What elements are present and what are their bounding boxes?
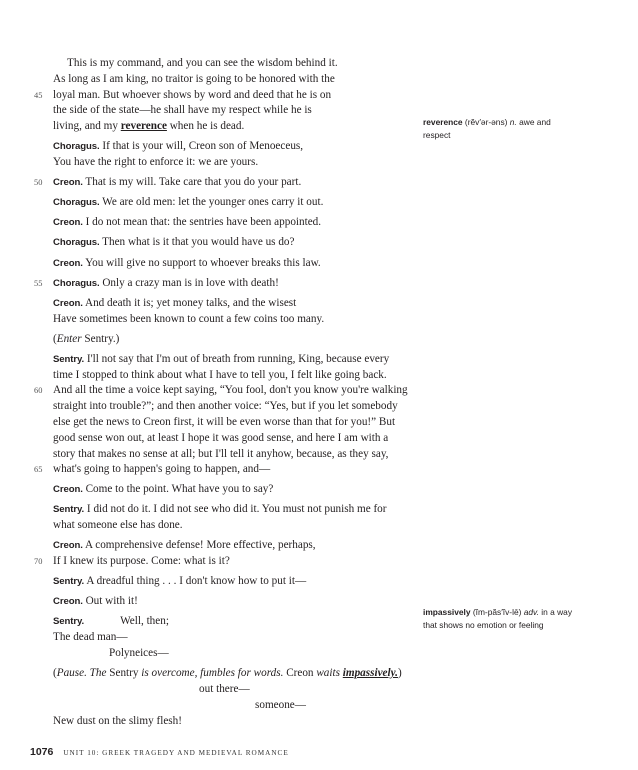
speaker-label: Creon.	[53, 596, 83, 608]
vocab-word-reverence: reverence	[120, 120, 167, 133]
text-line: Creon. A comprehensive defense! More effective, perhaps,	[53, 539, 316, 552]
stage-direction: (Pause. The Sentry is overcome, fumbles for words. Creon waits impassively.)	[53, 667, 402, 680]
text-line: 65 what's going to happen's going to happen, and—	[53, 462, 425, 478]
page-number: 1076	[30, 746, 54, 758]
line-number: 45	[34, 90, 43, 100]
speaker-label: Creon.	[53, 540, 83, 552]
line-number: 65	[34, 465, 43, 475]
play-text	[34, 56, 425, 729]
line-number: 55	[34, 278, 43, 288]
speaker-label: Creon.	[53, 297, 83, 309]
text-line: Choragus. Then what is it that you would have us do?	[53, 236, 295, 249]
glossary-impassively: impassively (ĭm-păs′ĭv-lē) adv. in a way that shows no emotion or feeling	[423, 607, 573, 630]
text-line: story that makes no sense at all; but I'll tell it anyhow, because, as they say,	[53, 447, 389, 460]
speaker-label: Sentry.	[53, 576, 85, 588]
text-line: time I stopped to think about what I have to tell you, I felt like going back.	[53, 368, 387, 381]
text-line: Creon. I do not mean that: the sentries have been appointed.	[53, 216, 322, 229]
text-line: Sentry. I'll not say that I'm out of breath from running, King, because every	[53, 352, 390, 365]
text-line: This is my command, and you can see the wisdom behind it.	[67, 57, 338, 69]
text-line: Have sometimes been known to count a few coins too many.	[53, 312, 325, 325]
text-line: out there—	[199, 682, 250, 695]
text-line: good sense won out, at least I hope it was good sense, and here I am with a	[53, 431, 389, 444]
line-number: 60	[34, 386, 43, 396]
text-line: else get the news to Creon first, it will be even worse than that for you!” But	[53, 415, 396, 428]
glossary-reverence: reverence (rĕv′ər-əns) n. awe and respect	[423, 117, 551, 140]
text-line: 45 loyal man. But whoever shows by word and deed that he is on	[53, 88, 425, 104]
text-line: straight into trouble?”; and then another voice: “Yes, but if you let somebody	[53, 400, 398, 413]
line-number: 70	[34, 557, 43, 567]
text-line: Creon. Come to the point. What have you to say?	[53, 483, 274, 496]
stage-direction: (Enter Sentry.)	[53, 332, 120, 345]
text-line: 60 And all the time a voice kept saying, “You fool, don't you know you're walking	[53, 383, 425, 399]
text-line: someone—	[255, 698, 306, 711]
speaker-label: Choragus.	[53, 197, 100, 209]
speaker-label: Choragus.	[53, 141, 100, 153]
text-line: what someone else has done.	[53, 519, 183, 532]
text-line: Sentry. I did not do it. I did not see who did it. You must not punish me for	[53, 503, 387, 516]
page-footer	[30, 742, 289, 760]
speaker-label: Sentry.	[53, 616, 85, 628]
text-line: New dust on the slimy flesh!	[53, 714, 182, 727]
text-line: As long as I am king, no traitor is going to be honored with the	[53, 72, 335, 85]
speaker-label: Sentry.	[53, 353, 85, 365]
text-line: Choragus. If that is your will, Creon son of Menoeceus,	[53, 140, 304, 153]
text-line: living, and my reverence when he is dead.	[53, 120, 245, 133]
text-line: Creon. You will give no support to whoever breaks this law.	[53, 256, 321, 269]
text-line: 50 Creon. That is my will. Take care that you do your part.	[53, 175, 425, 191]
text-line: You have the right to enforce it: we are yours.	[53, 156, 259, 169]
text-line: Choragus. We are old men: let the younger ones carry it out.	[53, 196, 324, 209]
line-number: 50	[34, 178, 43, 188]
text-line: 55 Choragus. Only a crazy man is in love with death!	[53, 276, 425, 292]
speaker-label: Creon.	[53, 217, 83, 229]
unit-title: UNIT 10: GREEK TRAGEDY AND MEDIEVAL ROMANCE	[63, 749, 289, 757]
text-line: Sentry. A dreadful thing . . . I don't know how to put it—	[53, 575, 307, 588]
speaker-label: Sentry.	[53, 504, 85, 516]
text-line: Polyneices—	[109, 647, 169, 660]
vocab-word-impassively: impassively.	[342, 667, 398, 680]
text-line: Creon. Out with it!	[53, 595, 138, 608]
speaker-label: Creon.	[53, 484, 83, 496]
text-line: the side of the state—he shall have my respect while he is	[53, 104, 312, 117]
text-line: The dead man—	[53, 631, 128, 644]
speaker-label: Choragus.	[53, 277, 100, 289]
text-line: Creon. And death it is; yet money talks, and the wisest	[53, 296, 297, 309]
speaker-label: Creon.	[53, 177, 83, 189]
text-line: 70 If I knew its purpose. Come: what is it?	[53, 554, 425, 570]
speaker-label: Creon.	[53, 257, 83, 269]
text-line: Sentry. Well, then;	[53, 615, 169, 628]
speaker-label: Choragus.	[53, 237, 100, 249]
